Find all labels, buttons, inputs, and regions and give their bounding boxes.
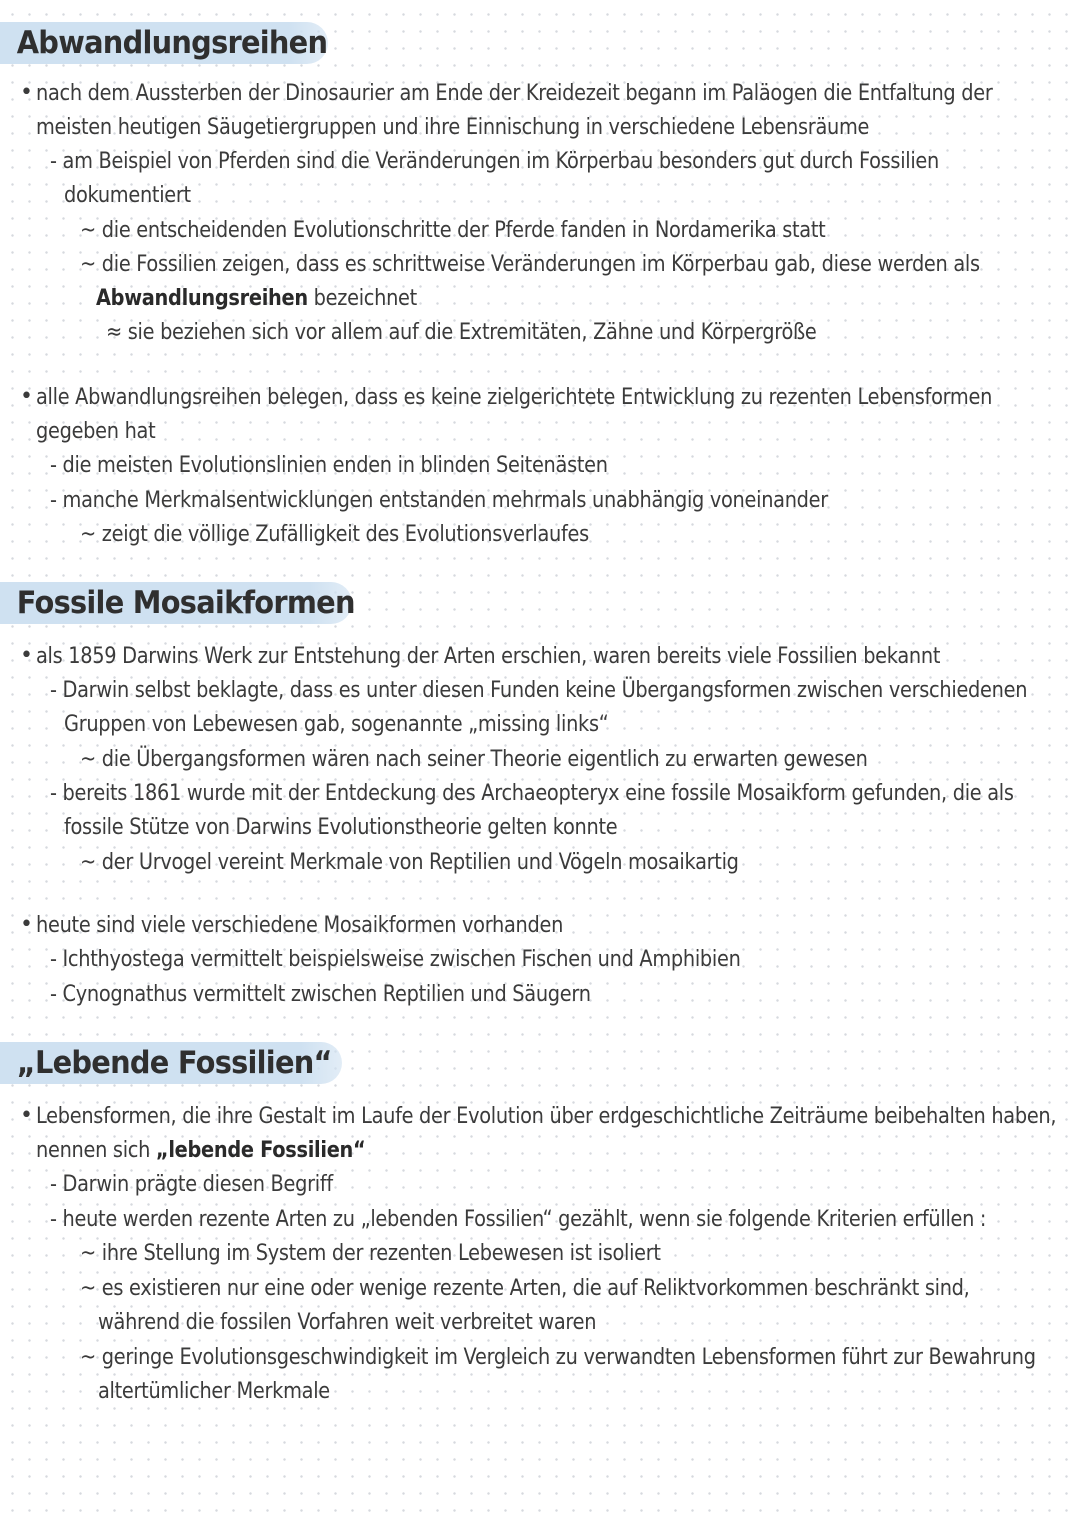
text-line: alle Abwandlungsreihen belegen, dass es keine zielgerichtete Entwicklung zu rezenten Lebensformen xyxy=(36,384,993,410)
text-line: nach dem Aussterben der Dinosaurier am Ende der Kreidezeit begann im Paläogen die Entfaltung der xyxy=(36,80,993,106)
text-line: meisten heutigen Säugetiergruppen und ihre Einnischung in verschiedene Lebensräume xyxy=(36,114,870,140)
term-abwandlungsreihen: Abwandlungsreihen xyxy=(96,285,308,311)
text-line: nennen sich „lebende Fossilien“ xyxy=(36,1137,366,1163)
text-line: ~ der Urvogel vereint Merkmale von Reptilien und Vögeln mosaikartig xyxy=(80,849,739,875)
bullet-dot: • xyxy=(20,384,33,409)
text-line: - Darwin selbst beklagte, dass es unter diesen Funden keine Übergangsformen zwischen verschiedenen xyxy=(50,677,1028,703)
text-line: Abwandlungsreihen bezeichnet xyxy=(96,285,417,311)
text-line: altertümlicher Merkmale xyxy=(98,1378,330,1404)
term-lebende-fossilien: „lebende Fossilien“ xyxy=(155,1137,366,1163)
text-line: Gruppen von Lebewesen gab, sogenannte „missing links“ xyxy=(64,711,609,737)
text-line: Lebensformen, die ihre Gestalt im Laufe der Evolution über erdgeschichtliche Zeiträume beibehalten haben, xyxy=(36,1103,1057,1129)
bullet-dot: • xyxy=(20,912,33,937)
text-line: - bereits 1861 wurde mit der Entdeckung des Archaeopteryx eine fossile Mosaikform gefunden, die als xyxy=(50,780,1014,806)
heading-text: „Lebende Fossilien“ xyxy=(16,1045,332,1081)
text-line: als 1859 Darwins Werk zur Entstehung der Arten erschien, waren bereits viele Fossilien bekannt xyxy=(36,643,941,669)
text-line: ~ die Fossilien zeigen, dass es schrittweise Veränderungen im Körperbau gab, diese werden als xyxy=(80,251,980,277)
bullet-dot: • xyxy=(20,643,33,668)
section-heading-abwandlungsreihen xyxy=(0,22,328,64)
heading-text: Abwandlungsreihen xyxy=(16,25,328,61)
text-line: ~ geringe Evolutionsgeschwindigkeit im Vergleich zu verwandten Lebensformen führt zur Bewahrung xyxy=(80,1344,1036,1370)
text-line: fossile Stütze von Darwins Evolutionstheorie gelten konnte xyxy=(64,814,618,840)
text-line: - heute werden rezente Arten zu „lebenden Fossilien“ gezählt, wenn sie folgende Kriterien erfüllen : xyxy=(50,1206,987,1232)
heading-text: Fossile Mosaikformen xyxy=(16,585,355,621)
text-line: ~ es existieren nur eine oder wenige rezente Arten, die auf Reliktvorkommen beschränkt sind, xyxy=(80,1275,970,1301)
section-heading-fossile-mosaikformen xyxy=(0,582,355,624)
bullet-dot: • xyxy=(20,80,33,105)
text-line: - am Beispiel von Pferden sind die Veränderungen im Körperbau besonders gut durch Fossilien xyxy=(50,148,939,174)
text-line: - Ichthyostega vermittelt beispielsweise zwischen Fischen und Amphibien xyxy=(50,946,741,972)
text-line: ~ die Übergangsformen wären nach seiner Theorie eigentlich zu erwarten gewesen xyxy=(80,746,868,772)
bullet-dot: • xyxy=(20,1103,33,1128)
text-line: ~ zeigt die völlige Zufälligkeit des Evolutionsverlaufes xyxy=(80,521,589,547)
text-line: heute sind viele verschiedene Mosaikformen vorhanden xyxy=(36,912,564,938)
text-line: - Cynognathus vermittelt zwischen Reptilien und Säugern xyxy=(50,981,591,1007)
text-line: gegeben hat xyxy=(36,418,156,444)
text-line: ~ die entscheidenden Evolutionschritte der Pferde fanden in Nordamerika statt xyxy=(80,217,826,243)
text-line: ≈ sie beziehen sich vor allem auf die Extremitäten, Zähne und Körpergröße xyxy=(106,319,817,345)
text-line: - Darwin prägte diesen Begriff xyxy=(50,1171,333,1197)
text-line: - manche Merkmalsentwicklungen entstanden mehrmals unabhängig voneinander xyxy=(50,487,828,513)
section-heading-lebende-fossilien xyxy=(0,1042,342,1084)
text-line: während die fossilen Vorfahren weit verbreitet waren xyxy=(98,1309,597,1335)
text-line: dokumentiert xyxy=(64,182,191,208)
text-line: - die meisten Evolutionslinien enden in blinden Seitenästen xyxy=(50,452,608,478)
text-line: ~ ihre Stellung im System der rezenten Lebewesen ist isoliert xyxy=(80,1240,661,1266)
